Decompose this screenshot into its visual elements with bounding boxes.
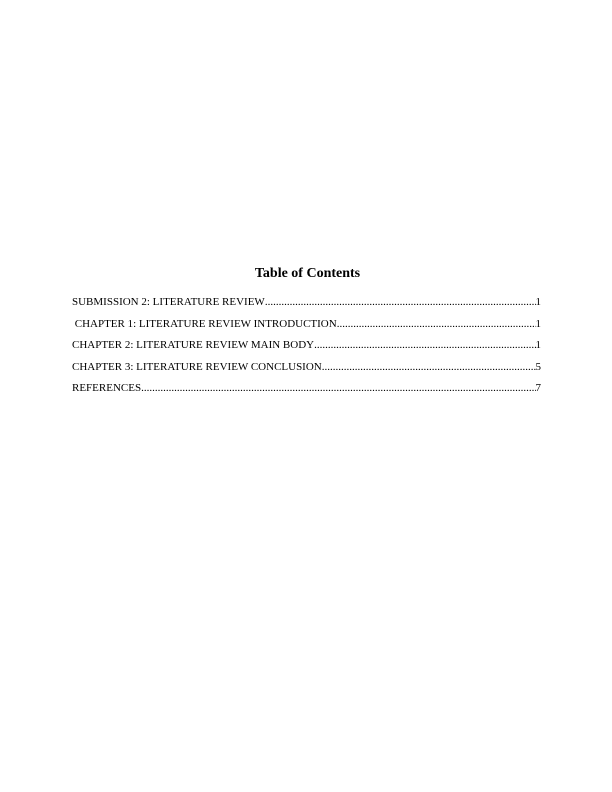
toc-entry-page-number: 7 <box>535 382 541 394</box>
toc-leader-dots <box>314 338 535 352</box>
toc-entry-page-number: 1 <box>535 339 541 351</box>
table-of-contents <box>72 266 541 403</box>
toc-entry-label: SUBMISSION 2: LITERATURE REVIEW <box>72 296 265 308</box>
toc-entry-references[interactable] <box>72 381 541 395</box>
toc-entry-submission-2[interactable] <box>72 295 541 309</box>
toc-title: Table of Contents <box>254 266 361 281</box>
toc-leader-dots <box>141 381 535 395</box>
toc-entry-label: REFERENCES <box>72 382 142 394</box>
toc-entry-label: CHAPTER 2: LITERATURE REVIEW MAIN BODY <box>72 339 315 351</box>
toc-leader-dots <box>322 360 536 374</box>
toc-leader-dots <box>337 317 536 331</box>
toc-leader-dots <box>265 295 536 309</box>
toc-entry-page-number: 1 <box>535 317 541 330</box>
toc-entry-label: CHAPTER 3: LITERATURE REVIEW CONCLUSION <box>72 360 322 373</box>
toc-list <box>72 295 541 395</box>
toc-entry-chapter-2[interactable] <box>72 338 541 352</box>
toc-entry-page-number: 5 <box>535 360 541 373</box>
toc-entry-label: CHAPTER 1: LITERATURE REVIEW INTRODUCTION <box>72 317 337 330</box>
toc-entry-chapter-3[interactable] <box>72 360 541 374</box>
toc-entry-page-number: 1 <box>535 296 541 308</box>
toc-entry-chapter-1[interactable] <box>72 317 541 331</box>
